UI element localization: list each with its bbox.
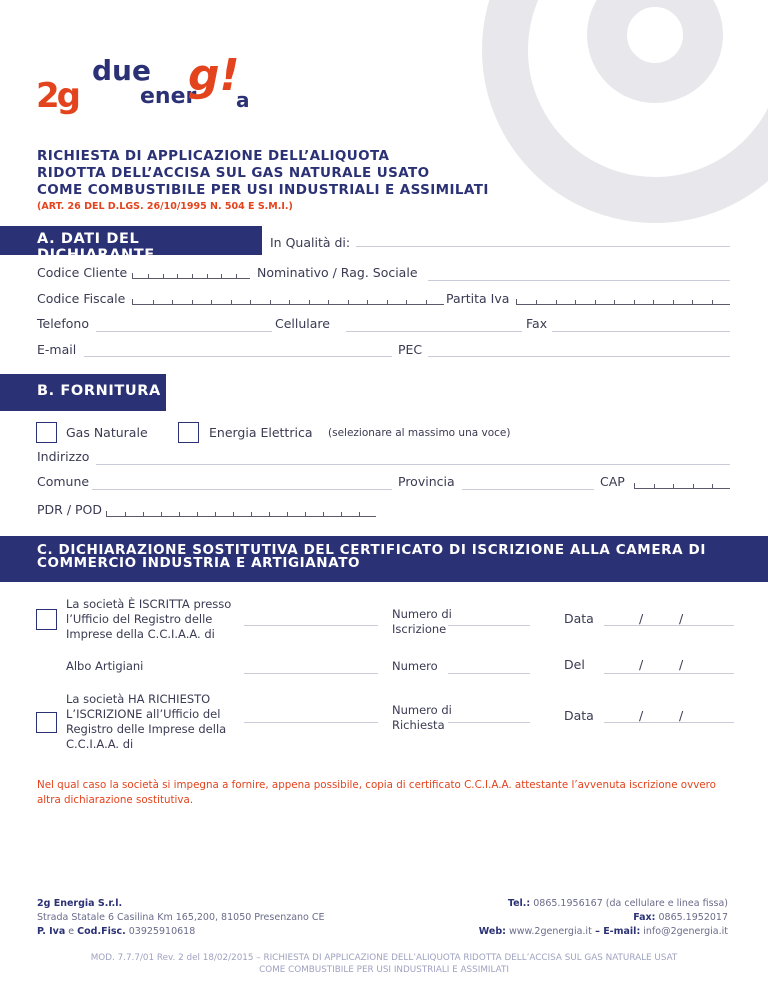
fax-field[interactable] [552, 331, 730, 332]
data-richiesta-label: Data [564, 708, 594, 723]
logo-suffix: a [236, 88, 250, 112]
indirizzo-field[interactable] [96, 464, 730, 465]
web-link[interactable]: www.2genergia.it [505, 926, 592, 937]
numero-iscrizione-field[interactable] [448, 625, 530, 626]
footer-piva [37, 925, 195, 939]
footer-address: Strada Statale 6 Casilina Km 165,200, 81050 Presenzano CE [37, 912, 325, 923]
fax-value: 0865.1952017 [655, 912, 728, 923]
albo-artigiani-label: Albo Artigiani [66, 659, 144, 673]
date-slash: / [639, 657, 644, 672]
section-b-heading: B. FORNITURA [0, 374, 166, 411]
nominativo-field[interactable] [428, 280, 730, 281]
footer-company: 2g Energia S.r.l. [37, 898, 123, 909]
partita-iva-field[interactable] [516, 299, 730, 305]
fax-label: Fax [526, 316, 548, 331]
watermark-logo [470, 0, 768, 260]
date-slash: / [639, 611, 644, 626]
codice-cliente-label: Codice Cliente [37, 265, 128, 280]
qualita-field[interactable] [356, 246, 730, 247]
module-reference [0, 952, 768, 976]
numero-richiesta-label [392, 703, 452, 733]
numero-albo-label: Numero [392, 659, 438, 673]
pec-field[interactable] [428, 356, 730, 357]
legal-reference: (ART. 26 DEL D.LGS. 26/10/1995 N. 504 E S.M.I.) [37, 201, 293, 212]
numero-iscrizione-line: Numero di [392, 607, 452, 621]
iscritta-text-line: l’Ufficio del Registro delle [66, 612, 213, 626]
company-logo [36, 48, 266, 128]
numero-richiesta-field[interactable] [448, 722, 530, 723]
gas-naturale-label: Gas Naturale [66, 425, 148, 440]
indirizzo-label: Indirizzo [37, 449, 90, 464]
date-slash: / [679, 708, 684, 723]
module-reference-line: COME COMBUSTIBILE PER USI INDUSTRIALI E ASSIMILATI [259, 965, 509, 975]
section-a-heading: A. DATI DEL DICHIARANTE [0, 226, 262, 255]
email-field[interactable] [84, 356, 392, 357]
provincia-label: Provincia [398, 474, 455, 489]
logo-mark: g! [188, 50, 240, 101]
fax-footer-label: Fax: [633, 912, 656, 923]
and-text: e [65, 926, 78, 937]
date-slash: / [679, 611, 684, 626]
logo-ener: ener [140, 84, 197, 109]
selection-note: (selezionare al massimo una voce) [328, 427, 511, 439]
iscritta-text-line: La società È ISCRITTA presso [66, 597, 232, 611]
section-c-heading-line-2: COMMERCIO INDUSTRIA E ARTIGIANATO [37, 555, 361, 571]
energia-elettrica-checkbox[interactable] [178, 422, 199, 443]
energia-elettrica-label: Energia Elettrica [209, 425, 313, 440]
iscritta-cciaa-field[interactable] [244, 625, 378, 626]
iscritta-text-line: Imprese della C.C.I.A.A. di [66, 627, 215, 641]
email-label: E-mail [37, 342, 77, 357]
date-slash: / [679, 657, 684, 672]
data-iscrizione-label: Data [564, 611, 594, 626]
title-line-3: COME COMBUSTIBILE PER USI INDUSTRIALI E ASSIMILATI [37, 182, 489, 198]
richiesto-cciaa-field[interactable] [244, 722, 378, 723]
cap-field[interactable] [634, 483, 730, 489]
richiesto-text-line: C.C.I.A.A. di [66, 737, 134, 751]
richiesto-checkbox[interactable] [36, 712, 57, 733]
richiesto-text-line: Registro delle Imprese della [66, 722, 227, 736]
comune-field[interactable] [92, 489, 392, 490]
gas-naturale-checkbox[interactable] [36, 422, 57, 443]
cap-label: CAP [600, 474, 625, 489]
pdr-pod-field[interactable] [106, 511, 376, 517]
title-line-2: RIDOTTA DELL’ACCISA SUL GAS NATURALE USATO [37, 165, 430, 181]
pdr-pod-label: PDR / POD [37, 502, 103, 517]
piva-label: P. Iva [37, 926, 66, 937]
comune-label: Comune [37, 474, 90, 489]
cellulare-label: Cellulare [275, 316, 330, 331]
numero-richiesta-line: Numero di [392, 703, 452, 717]
telefono-label: Telefono [37, 316, 89, 331]
numero-albo-field[interactable] [448, 673, 530, 674]
partita-iva-label: Partita Iva [446, 291, 510, 306]
data-richiesta-field[interactable] [604, 722, 734, 723]
numero-iscrizione-label [392, 607, 452, 637]
telefono-field[interactable] [96, 331, 272, 332]
module-reference-line: MOD. 7.7.7/01 Rev. 2 del 18/02/2015 – RICHIESTA DI APPLICAZIONE DELL’ALIQUOTA RIDOTTA DELL’ACCISA SUL GAS NATURALE USAT [90, 953, 678, 963]
section-c-heading-line-1: C. DICHIARAZIONE SOSTITUTIVA DEL CERTIFICATO DI ISCRIZIONE ALLA CAMERA DI [37, 542, 706, 558]
richiesto-text-line: La società HA RICHIESTO [66, 692, 211, 706]
numero-iscrizione-line: Iscrizione [392, 622, 447, 636]
piva-value: 03925910618 [125, 926, 196, 937]
dash-text: – [591, 926, 604, 937]
provincia-field[interactable] [462, 489, 594, 490]
numero-richiesta-line: Richiesta [392, 718, 445, 732]
note-line: altra dichiarazione sostitutiva. [37, 794, 194, 806]
codice-fiscale-field[interactable] [132, 299, 444, 305]
cf-label: Cod.Fisc. [77, 926, 126, 937]
nominativo-label: Nominativo / Rag. Sociale [257, 265, 418, 280]
codice-fiscale-label: Codice Fiscale [37, 291, 126, 306]
section-c-heading [0, 536, 768, 582]
codice-cliente-field[interactable] [132, 273, 250, 279]
footer-web [479, 925, 728, 939]
date-slash: / [639, 708, 644, 723]
tel-value: 0865.1956167 (da cellulare e linea fissa) [530, 898, 728, 909]
pec-label: PEC [398, 342, 423, 357]
logo-prefix: 2g [36, 76, 78, 116]
note-line: Nel qual caso la società si impegna a fornire, appena possibile, copia di certificato C.C.I.A.A. attestante l’avvenuta iscrizione ovvero [37, 779, 716, 791]
cellulare-field[interactable] [346, 331, 522, 332]
title-line-1: RICHIESTA DI APPLICAZIONE DELL’ALIQUOTA [37, 148, 390, 164]
data-iscrizione-field[interactable] [604, 625, 734, 626]
del-date-field[interactable] [604, 673, 734, 674]
iscrizione-note [37, 778, 716, 808]
qualita-label: In Qualità di: [270, 235, 351, 250]
document-title [37, 148, 489, 199]
iscritta-text [66, 597, 231, 642]
tel-label: Tel.: [507, 898, 531, 909]
richiesto-text-line: L’ISCRIZIONE all’Ufficio del [66, 707, 221, 721]
logo-due: due [92, 54, 151, 87]
richiesto-text [66, 692, 226, 752]
iscritta-checkbox[interactable] [36, 609, 57, 630]
web-label: Web: [478, 926, 506, 937]
mail-link[interactable]: info@2genergia.it [640, 926, 728, 937]
mail-label: E-mail: [603, 926, 641, 937]
footer-tel [508, 897, 728, 911]
albo-artigiani-field[interactable] [244, 673, 378, 674]
del-label: Del [564, 657, 585, 672]
footer-fax [633, 911, 728, 925]
